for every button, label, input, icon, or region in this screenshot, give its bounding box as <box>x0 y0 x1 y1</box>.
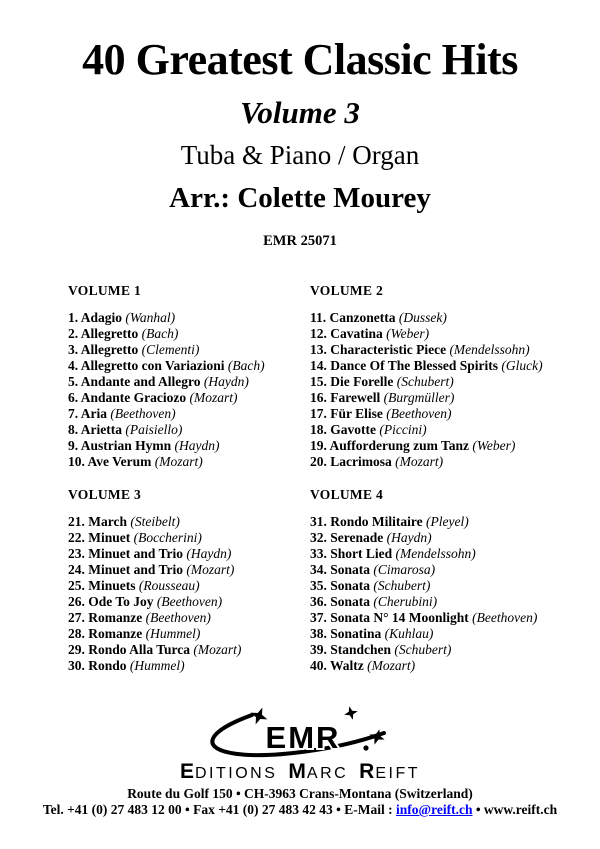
item-composer: (Hummel) <box>145 626 201 641</box>
item-composer: (Wanhal) <box>125 310 176 325</box>
item-number-title: 4. Allegretto con Variazioni <box>68 358 228 373</box>
list-item <box>310 454 560 470</box>
item-composer: (Beethoven) <box>110 406 176 421</box>
volume-1-heading: VOLUME 1 <box>68 283 142 298</box>
item-number-title: 40. Waltz <box>310 658 368 673</box>
item-number-title: 27. Romanze <box>68 610 146 625</box>
list-item <box>310 642 560 658</box>
item-composer: (Schubert) <box>396 374 454 389</box>
item-number-title: 38. Sonatina <box>310 626 385 641</box>
publisher-rest: ARC <box>306 765 349 782</box>
item-composer: (Bach) <box>141 326 179 341</box>
item-composer: (Cimarosa) <box>373 562 436 577</box>
list-item <box>310 514 560 530</box>
item-composer: (Schubert) <box>373 578 431 593</box>
item-composer: (Beethoven) <box>156 594 223 609</box>
list-item <box>310 594 560 610</box>
list-item <box>310 342 560 358</box>
item-number-title: 21. March <box>68 514 131 529</box>
list-item <box>310 530 560 546</box>
list-item <box>68 514 318 530</box>
list-item <box>310 422 560 438</box>
item-composer: (Mendelssohn) <box>449 342 530 357</box>
item-number-title: 2. Allegretto <box>68 326 142 341</box>
publisher-wordmark <box>0 760 600 784</box>
item-number-title: 15. Die Forelle <box>310 374 397 389</box>
item-composer: (Haydn) <box>203 374 249 389</box>
item-number-title: 6. Andante Graciozo <box>68 390 190 405</box>
volume-4-heading: VOLUME 4 <box>310 487 384 502</box>
address-line: Route du Golf 150 • CH-3963 Crans-Montana (Switzerland) <box>127 786 473 801</box>
item-composer: (Paisiello) <box>125 422 183 437</box>
list-item <box>310 374 560 390</box>
item-number-title: 14. Dance Of The Blessed Spirits <box>310 358 502 373</box>
item-number-title: 34. Sonata <box>310 562 374 577</box>
publisher-rest: EIFT <box>375 765 421 782</box>
item-composer: (Mendelssohn) <box>395 546 476 561</box>
item-number-title: 11. Canzonetta <box>310 310 399 325</box>
list-item <box>68 454 318 470</box>
item-composer: (Dussek) <box>398 310 447 325</box>
list-item <box>310 562 560 578</box>
volume-2-block <box>310 283 560 470</box>
item-composer: (Burgmüller) <box>383 390 455 405</box>
page-title: 40 Greatest Classic Hits <box>82 35 518 84</box>
catalog-number: EMR 25071 <box>263 233 337 249</box>
list-item <box>310 438 560 454</box>
contact-pre: Tel. +41 (0) 27 483 12 00 • Fax +41 (0) 27 483 42 43 • E-Mail : <box>42 802 397 817</box>
list-item <box>310 326 560 342</box>
list-item <box>68 390 318 406</box>
item-composer: (Beethoven) <box>472 610 538 625</box>
item-number-title: 20. Lacrimosa <box>310 454 396 469</box>
list-item <box>310 546 560 562</box>
item-composer: (Mozart) <box>367 658 416 673</box>
logo-wordmark: EMR <box>265 720 341 755</box>
item-composer: (Hummel) <box>129 658 185 673</box>
arranger: Arr.: Colette Mourey <box>169 182 431 214</box>
item-number-title: 3. Allegretto <box>68 342 142 357</box>
item-composer: (Cherubini) <box>373 594 438 609</box>
item-number-title: 18. Gavotte <box>310 422 380 437</box>
item-number-title: 10. Ave Verum <box>68 454 155 469</box>
list-item <box>68 562 318 578</box>
list-item <box>310 390 560 406</box>
item-number-title: 12. Cavatina <box>310 326 387 341</box>
item-composer: (Bach) <box>227 358 265 373</box>
item-composer: (Weber) <box>386 326 430 341</box>
item-number-title: 16. Farewell <box>310 390 384 405</box>
emr-logo <box>200 706 400 758</box>
publisher-word <box>359 760 420 784</box>
star-icon <box>342 706 359 722</box>
publisher-initial: R <box>359 760 376 783</box>
publisher-initial: E <box>179 760 195 783</box>
item-composer: (Clementi) <box>141 342 200 357</box>
list-item <box>310 626 560 642</box>
list-item <box>68 406 318 422</box>
volume-2-heading: VOLUME 2 <box>310 283 384 298</box>
item-composer: (Schubert) <box>394 642 452 657</box>
list-item <box>68 326 318 342</box>
item-composer: (Steibelt) <box>130 514 180 529</box>
item-number-title: 23. Minuet and Trio <box>68 546 187 561</box>
item-number-title: 19. Aufforderung zum Tanz <box>310 438 473 453</box>
item-composer: (Rousseau) <box>138 578 200 593</box>
volume-3-heading: VOLUME 3 <box>68 487 142 502</box>
piece-list <box>310 310 560 470</box>
item-composer: (Haydn) <box>386 530 432 545</box>
item-number-title: 26. Ode To Joy <box>68 594 157 609</box>
list-item <box>310 310 560 326</box>
item-number-title: 17. Für Elise <box>310 406 387 421</box>
list-item <box>68 546 318 562</box>
volume-4-block <box>310 487 560 674</box>
list-item <box>310 358 560 374</box>
item-number-title: 32. Serenade <box>310 530 387 545</box>
list-item <box>68 422 318 438</box>
item-composer: (Piccini) <box>379 422 427 437</box>
item-number-title: 9. Austrian Hymn <box>68 438 175 453</box>
item-number-title: 36. Sonata <box>310 594 374 609</box>
list-item <box>68 342 318 358</box>
item-number-title: 35. Sonata <box>310 578 374 593</box>
item-composer: (Kuhlau) <box>384 626 434 641</box>
logo-dot <box>363 745 368 750</box>
email-link[interactable]: info@reift.ch <box>396 802 473 817</box>
list-item <box>68 374 318 390</box>
list-item <box>68 594 318 610</box>
item-composer: (Boccherini) <box>133 530 202 545</box>
item-number-title: 30. Rondo <box>68 658 130 673</box>
item-composer: (Mozart) <box>189 390 238 405</box>
instrumentation: Tuba & Piano / Organ <box>180 140 420 170</box>
item-composer: (Gluck) <box>501 358 543 373</box>
list-item <box>68 438 318 454</box>
list-item <box>310 610 560 626</box>
publisher-word <box>180 760 277 784</box>
volume-1-block <box>68 283 318 470</box>
item-number-title: 8. Arietta <box>68 422 126 437</box>
list-item <box>68 310 318 326</box>
item-number-title: 31. Rondo Militaire <box>310 514 426 529</box>
header <box>0 0 600 249</box>
contact-line <box>0 802 600 817</box>
publisher-initial: M <box>288 760 307 783</box>
list-item <box>68 530 318 546</box>
item-composer: (Haydn) <box>186 546 232 561</box>
volume-3-block <box>68 487 318 674</box>
list-item <box>68 642 318 658</box>
item-number-title: 37. Sonata N° 14 Moonlight <box>310 610 473 625</box>
list-item <box>68 626 318 642</box>
list-item <box>310 406 560 422</box>
list-item <box>310 658 560 674</box>
item-composer: (Mozart) <box>186 562 235 577</box>
item-composer: (Mozart) <box>395 454 444 469</box>
item-number-title: 7. Aria <box>68 406 111 421</box>
list-item <box>68 578 318 594</box>
item-composer: (Pleyel) <box>426 514 469 529</box>
item-composer: (Mozart) <box>154 454 203 469</box>
piece-list <box>310 514 560 674</box>
contact-post: • www.reift.ch <box>472 802 558 817</box>
item-number-title: 39. Standchen <box>310 642 395 657</box>
list-item <box>68 358 318 374</box>
item-number-title: 13. Characteristic Piece <box>310 342 450 357</box>
list-item <box>68 610 318 626</box>
item-number-title: 5. Andante and Allegro <box>68 374 204 389</box>
item-number-title: 24. Minuet and Trio <box>68 562 187 577</box>
item-number-title: 22. Minuet <box>68 530 134 545</box>
item-number-title: 25. Minuets <box>68 578 139 593</box>
item-number-title: 28. Romanze <box>68 626 146 641</box>
item-number-title: 1. Adagio <box>68 310 126 325</box>
item-composer: (Haydn) <box>174 438 220 453</box>
volume-subtitle: Volume 3 <box>240 95 360 130</box>
item-composer: (Mozart) <box>193 642 242 657</box>
list-item <box>68 658 318 674</box>
item-composer: (Weber) <box>472 438 516 453</box>
item-number-title: 29. Rondo Alla Turca <box>68 642 194 657</box>
item-composer: (Beethoven) <box>386 406 452 421</box>
item-number-title: 33. Short Lied <box>310 546 396 561</box>
list-item <box>310 578 560 594</box>
publisher-word <box>288 760 348 784</box>
publisher-rest: DITIONS <box>195 765 278 782</box>
piece-list <box>68 514 318 674</box>
piece-list <box>68 310 318 470</box>
item-composer: (Beethoven) <box>145 610 211 625</box>
